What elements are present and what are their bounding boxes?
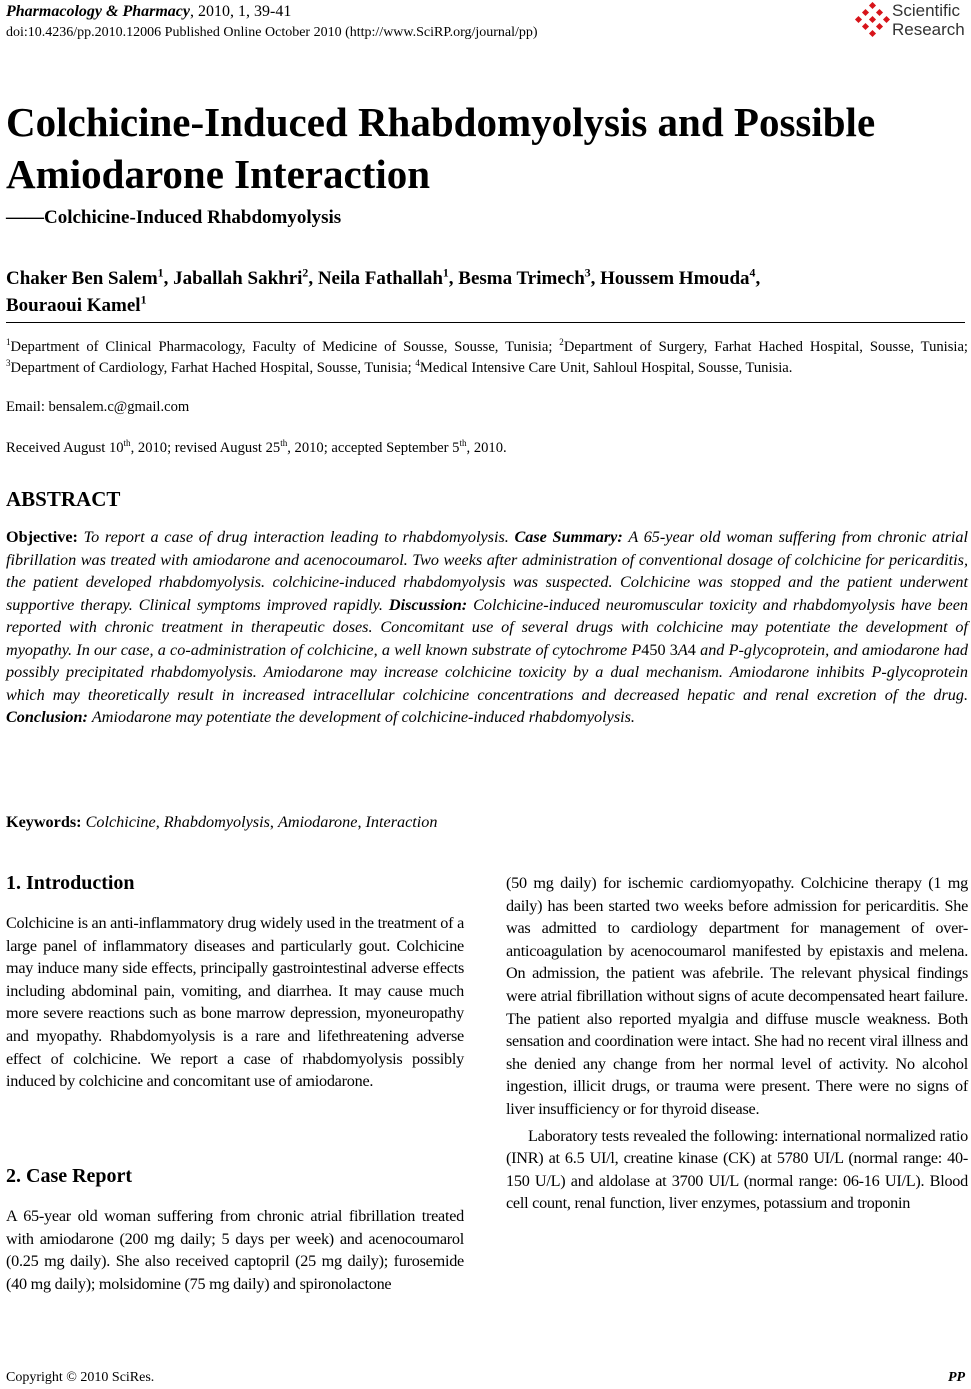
affiliation-mark: 1 [6,337,11,348]
discussion-label: Discussion [388,595,462,614]
abstract-heading: ABSTRACT [6,487,121,511]
keyword[interactable]: Rhabdomyolysis [163,813,270,831]
affiliation-text: Medical Intensive Care Unit, Sahloul Hospital, Sousse, Tunisia. [419,360,793,376]
section-heading-introduction: 1. Introduction [6,872,135,894]
author-list: Chaker Ben Salem$^1$, Jaballah Sakhri$^2$, Neila Fathallah$^1$, Besma Trimech$^3$, Houssem Hmouda$^4$, Bouraoui Kamel$^1$ [6,266,761,316]
ordinal-suffix: th [459,438,467,449]
doi-line: doi:10.4236/pp.2010.12006 Published Online October 2010 (http://www.SciRP.org/journal/pp) [6,25,538,40]
cyp-p: P [631,640,642,659]
journal-citation [6,3,291,21]
journal-abbreviation: PP [948,1370,966,1385]
revised-date: , 2010; revised August 25 [130,440,281,456]
paragraph: Laboratory tests revealed the following: international normalized ratio (INR) at 6.5 UI/l, creatine kinase (CK) at 5780 UI/L (normal range: 40-150 U/L) and aldolase at 3700 UI/L (normal range: 06-16 UI/L). Blood cell count, renal function, liver enzymes, potassium and troponin [506,1126,968,1213]
discussion-text: Colchicine-induced neuromuscular toxicity and rhabdomyolysis have been reported with chronic treatment in therapeutic doses. Concomitant use of several drugs with colchicine may potentiate the development of myopathy. In our case, a co-administration of colchicine, a well known substrate of cytochrome [6,595,968,659]
author-name: Houssem Hmouda [600,268,750,289]
keyword-separator: , [269,813,278,831]
label-colon: : [461,595,474,614]
header-divider [6,322,965,323]
publisher-name-line2: Research [892,20,965,39]
affiliation-text: Department of Surgery, Farhat Hached Hospital, Sousse, Tunisia; [563,339,968,355]
keyword-separator: , [357,813,366,831]
publisher-logo [852,1,970,43]
keyword[interactable]: Colchicine [85,813,156,831]
keywords [6,813,437,832]
ordinal-suffix: th [280,438,288,449]
received-dates [6,440,507,457]
cyp-450: 450 3 [641,640,678,659]
cyp-4: 4 [687,640,696,659]
affiliation-mark: 4 [415,358,420,369]
author-name: Jaballah Sakhri [173,268,303,289]
affiliation-text: Department of Clinical Pharmacology, Faculty of Medicine of Sousse, Sousse, Tunisia; [10,339,560,355]
journal-volume-pages: , 2010, 1, 39-41 [189,3,292,20]
keywords-colon: : [76,813,86,831]
article-title: Colchicine-Induced Rhabdomyolysis and Possible Amiodarone Interaction [6,99,876,197]
conclusion-label: Conclusion [6,708,83,726]
affiliation-mark: 2 [559,337,564,348]
author-affiliation-mark: 2 [302,266,309,280]
author-name: Chaker Ben Salem [6,268,158,289]
accepted-date: , 2010; accepted September 5 [287,440,460,456]
date-year: , 2010. [466,440,507,456]
case-summary-label: Case Summary [514,528,618,546]
article-subtitle: ——Colchicine-Induced Rhabdomyolysis [6,207,342,228]
keyword[interactable]: Amiodarone [278,813,358,831]
author-name: Besma Trimech [458,268,585,289]
author-affiliation-mark: 3 [584,266,591,280]
keyword-separator: , [155,813,164,831]
label-colon: : [617,528,629,546]
affiliation-mark: 3 [6,358,11,369]
discussion-text-continued: and P-glycoprotein, and amiodarone had possibly precipitated rhabdomyolysis. Amiodarone may increase colchicine toxicity by a dual mechanism. Amiodarone inhibits P-glycoprotein which may theoretically result in increased intracellular colchicine concentrations and decreased hepatic and renal excretion of the drug. [6,640,969,704]
label-colon: : [82,708,92,726]
contact-email[interactable]: Email: bensalem.c@gmail.com [6,399,190,415]
label-colon: : [72,528,84,546]
publisher-name-line1: Scientific [892,1,961,20]
author-affiliation-mark: 4 [749,266,756,280]
author-name: Bouraoui Kamel [6,295,141,316]
author-affiliation-mark: 1 [442,266,449,280]
introduction-text: Colchicine is an anti-inflammatory drug widely used in the treatment of a large panel of inflammatory diseases and particularly gout. Colchicine may induce many side effects, principally gastrointestinal adverse effects including abdominal pain, vomiting, and diarrhea. It may cause much more severe reactions such as bone marrow depression, myoneuropathy and myopathy. Rhabdomyolysis is a rare and lifethreatening adverse effect of colchicine. We report a case of rhabdomyolysis possibly induced by colchicine and concomitant use of amiodarone. [6,914,464,1091]
received-date: Received August 10 [6,440,124,456]
publisher-name [892,1,965,39]
paragraph: (50 mg daily) for ischemic cardiomyopathy. Colchicine therapy (1 mg daily) has been started two weeks before admission for pericarditis. She was admitted to cardiology department for management of over-anticoagulation by acenocoumarol manifested by epistaxis and melena. On admission, the patient was afebrile. The relevant physical findings were atrial fibrillation without signs of acute decompensated heart failure. The patient also reported myalgia and diffuse muscle weakness. Both sensation and coordination were intact. She had no recent viral illness and she denied any change from her normal level of activity. No alcohol ingestion, illicit drugs, or trauma were present. There were no signs of liver insufficiency or for thyroid disease. [506,874,968,1118]
conclusion-text: Amiodarone may potentiate the development of colchicine-induced rhabdomyolysis. [91,708,635,726]
abstract-body [6,526,968,729]
objective-text: To report a case of drug interaction leading to rhabdomyolysis. [83,528,515,546]
author-affiliation-mark: 1 [140,293,147,307]
copyright-notice: Copyright © 2010 SciRes. [6,1370,155,1385]
journal-name: Pharmacology & Pharmacy [6,3,190,20]
author-affiliation-mark: 1 [157,266,164,280]
case-report-text-left: A 65-year old woman suffering from chronic atrial fibrillation treated with amiodarone (200 mg daily; 5 days per week) and acenocoumarol (0.25 mg daily). She also received captopril (25 mg daily); furosemide (40 mg daily); molsidomine (75 mg daily) and spironolactone [6,1207,464,1293]
section-heading-case-report: 2. Case Report [6,1165,133,1187]
author-name: Neila Fathallah [317,268,443,289]
affiliations [6,337,968,379]
keyword[interactable]: Interaction [365,813,438,831]
scientific-research-logo-icon [852,2,892,42]
ordinal-suffix: th [123,438,131,449]
affiliation-text: Department of Cardiology, Farhat Hached Hospital, Sousse, Tunisia; [10,360,416,376]
keywords-label: Keywords [6,813,77,831]
case-report-text-right [506,872,968,1215]
objective-label: Objective [6,528,73,546]
case-summary-text: A 65-year old woman suffering from chronic atrial fibrillation was treated with amiodarone and acenocoumarol. Two weeks after administration of conventional dosage of colchicine for pericarditis, the patient developed rhabdomyolysis. colchicine-induced rhabdomyolysis was suspected. Colchicine was stopped and the patient underwent supportive therapy. Clinical symptoms improved rapidly. [6,528,969,614]
cyp-a: A [677,640,688,659]
